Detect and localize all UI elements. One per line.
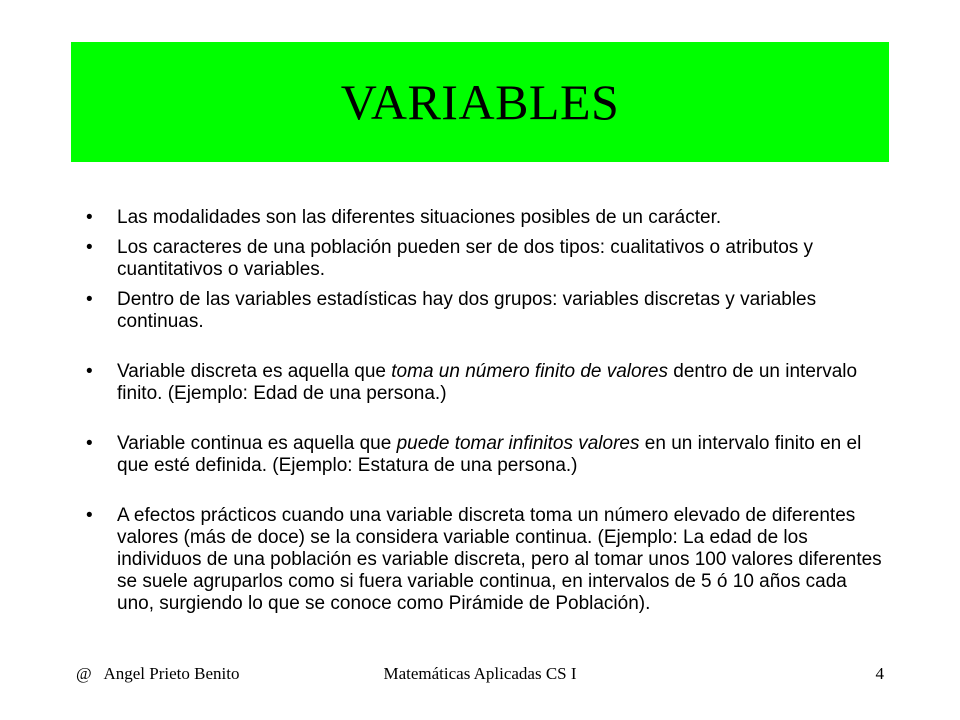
bullet-dot-icon: • <box>86 505 93 526</box>
bullet-text: Las modalidades son las diferentes situaciones posibles de un carácter. <box>117 207 722 228</box>
bullet-text: Variable discreta es aquella que toma un número finito de valores dentro de un intervalo finito. (Ejemplo: Edad de una persona.) <box>117 361 858 404</box>
bullet-text: Variable continua es aquella que puede tomar infinitos valores en un intervalo finito en el que esté definida. (Ejemplo: Estatura de una persona.) <box>117 433 862 476</box>
bullet-list <box>86 207 886 623</box>
bullet-text: Dentro de las variables estadísticas hay dos grupos: variables discretas y variables continuas. <box>117 289 817 332</box>
bullet-item <box>86 433 886 477</box>
bullet-item <box>86 505 886 615</box>
page-number: 4 <box>875 664 884 683</box>
title-banner <box>71 42 889 162</box>
bullet-dot-icon: • <box>86 237 93 258</box>
bullet-dot-icon: • <box>86 433 93 454</box>
bullet-item <box>86 237 886 281</box>
bullet-dot-icon: • <box>86 289 93 310</box>
slide-title: VARIABLES <box>340 74 620 130</box>
bullet-item <box>86 361 886 405</box>
bullet-dot-icon: • <box>86 361 93 382</box>
footer-course: Matemáticas Aplicadas CS I <box>383 664 577 683</box>
bullet-dot-icon: • <box>86 207 93 228</box>
bullet-text: A efectos prácticos cuando una variable discreta toma un número elevado de diferentes valores (más de doce) se la considera variable continua. (Ejemplo: La edad de los individuos de una población es variable discreta, pero al tomar unos 100 valores diferentes se suele agruparlos como si fuera variable continua, en intervalos de 5 ó 10 años cada uno, surgiendo lo que se conoce como Pirámide de Población). <box>117 505 882 614</box>
bullet-item <box>86 207 886 229</box>
bullet-item <box>86 289 886 333</box>
bullet-text: Los caracteres de una población pueden ser de dos tipos: cualitativos o atributos y cuantitativos o variables. <box>117 237 814 280</box>
footer-author: @ Angel Prieto Benito <box>76 664 240 683</box>
